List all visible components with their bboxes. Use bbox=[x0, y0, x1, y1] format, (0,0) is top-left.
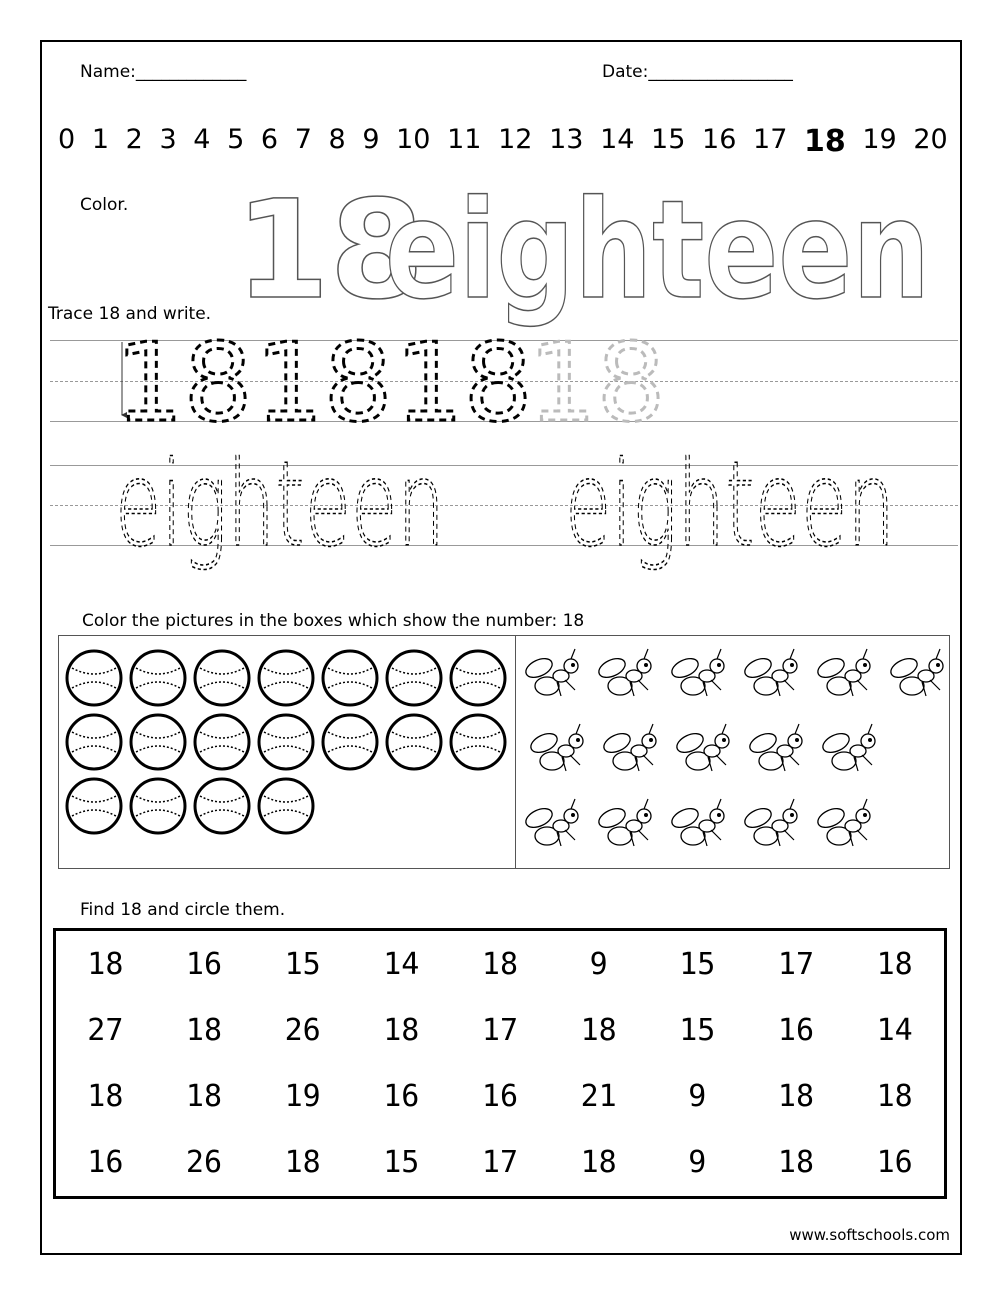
find-number-cell[interactable]: 15 bbox=[679, 946, 716, 982]
find-number-cell[interactable]: 21 bbox=[580, 1079, 617, 1115]
find-number-cell[interactable]: 26 bbox=[284, 1012, 321, 1048]
find-number-cell[interactable]: 18 bbox=[87, 946, 124, 982]
find-number-cell[interactable]: 18 bbox=[777, 1145, 815, 1181]
color-label: Color. bbox=[80, 195, 129, 215]
number-line-item: 9 bbox=[362, 124, 380, 155]
find-number-cell[interactable]: 26 bbox=[185, 1145, 223, 1181]
trace-words bbox=[100, 435, 920, 595]
number-line-item: 7 bbox=[294, 124, 312, 155]
number-line-item: 12 bbox=[498, 124, 533, 155]
find-number-cell[interactable]: 19 bbox=[284, 1079, 321, 1115]
find-number-cell[interactable]: 18 bbox=[185, 1079, 223, 1115]
find-number-cell[interactable]: 18 bbox=[383, 1012, 420, 1048]
bee-box[interactable] bbox=[516, 636, 948, 868]
baseball-icon bbox=[195, 715, 249, 769]
trace-number: 18 bbox=[395, 321, 533, 446]
baseball-icon bbox=[131, 779, 185, 833]
find-number-cell[interactable]: 18 bbox=[876, 946, 913, 982]
outline-word: eighteen bbox=[385, 172, 930, 330]
number-line-item: 2 bbox=[125, 124, 143, 155]
baseball-icon bbox=[195, 779, 249, 833]
find-number-cell[interactable]: 18 bbox=[580, 1145, 617, 1181]
find-number-cell[interactable]: 16 bbox=[185, 946, 223, 982]
bee-icon bbox=[601, 724, 656, 771]
find-number-cell[interactable]: 9 bbox=[688, 1145, 707, 1181]
find-number-cell[interactable]: 15 bbox=[383, 1145, 420, 1181]
number-line-item: 15 bbox=[651, 124, 686, 155]
bee-icon bbox=[523, 649, 578, 696]
bee-icon bbox=[820, 724, 875, 771]
number-line-item: 11 bbox=[447, 124, 482, 155]
find-number-cell[interactable]: 18 bbox=[284, 1145, 321, 1181]
bee-icon bbox=[596, 649, 651, 696]
outline-title bbox=[225, 172, 955, 330]
find-number-cell[interactable]: 9 bbox=[589, 946, 608, 982]
find-number-cell[interactable]: 14 bbox=[383, 946, 420, 982]
trace-number-faint: 18 bbox=[528, 321, 666, 446]
baseball-icon bbox=[451, 715, 505, 769]
find-number-cell[interactable]: 18 bbox=[481, 946, 519, 982]
number-line-item: 18 bbox=[804, 124, 846, 159]
number-line-item: 5 bbox=[227, 124, 245, 155]
find-number-cell[interactable]: 27 bbox=[87, 1012, 124, 1048]
find-number-cell[interactable]: 16 bbox=[383, 1079, 420, 1115]
outline-number: 18 bbox=[235, 172, 425, 330]
number-line-item: 19 bbox=[862, 124, 897, 155]
number-line-item: 0 bbox=[58, 124, 76, 155]
number-line bbox=[58, 124, 948, 159]
baseball-icon bbox=[259, 715, 313, 769]
baseball-icon bbox=[323, 651, 377, 705]
name-field[interactable]: Name:_____________ bbox=[80, 62, 247, 82]
baseball-icon bbox=[131, 715, 185, 769]
find-number-cell[interactable]: 17 bbox=[481, 1012, 519, 1048]
baseball-icon bbox=[259, 779, 313, 833]
find-number-cell[interactable]: 18 bbox=[87, 1079, 124, 1115]
number-line-item: 13 bbox=[549, 124, 584, 155]
find-label: Find 18 and circle them. bbox=[80, 900, 286, 920]
baseball-icon bbox=[131, 651, 185, 705]
bee-icon bbox=[669, 649, 724, 696]
bee-icon bbox=[742, 799, 797, 846]
number-line-item: 17 bbox=[753, 124, 788, 155]
baseball-icon bbox=[387, 651, 441, 705]
number-line-item: 4 bbox=[193, 124, 211, 155]
find-number-cell[interactable]: 14 bbox=[876, 1012, 913, 1048]
find-number-cell[interactable]: 16 bbox=[87, 1145, 124, 1181]
baseball-icon bbox=[387, 715, 441, 769]
number-line-item: 6 bbox=[260, 124, 279, 155]
bee-icon bbox=[742, 649, 797, 696]
number-line-item: 10 bbox=[396, 124, 431, 155]
baseball-box[interactable] bbox=[59, 636, 515, 868]
number-line-item: 20 bbox=[913, 124, 948, 155]
bee-icon bbox=[669, 799, 724, 846]
trace-word: eighteen bbox=[115, 435, 445, 573]
number-line-item: 16 bbox=[702, 124, 737, 155]
baseball-icon bbox=[67, 651, 121, 705]
number-line-item: 14 bbox=[600, 124, 635, 155]
number-line-item: 1 bbox=[91, 124, 109, 155]
find-number-cell[interactable]: 18 bbox=[185, 1012, 223, 1048]
find-number-cell[interactable]: 9 bbox=[688, 1079, 707, 1115]
find-number-cell[interactable]: 17 bbox=[777, 946, 815, 982]
bee-icon bbox=[674, 724, 729, 771]
baseball-icon bbox=[67, 779, 121, 833]
trace-number: 18 bbox=[115, 321, 253, 446]
trace-word: eighteen bbox=[565, 435, 895, 573]
trace-numbers bbox=[100, 321, 666, 446]
find-number-cell[interactable]: 16 bbox=[876, 1145, 913, 1181]
trace-label: Trace 18 and write. bbox=[48, 304, 212, 324]
picture-boxes bbox=[58, 635, 950, 869]
baseball-icon bbox=[67, 715, 121, 769]
find-number-cell[interactable]: 18 bbox=[876, 1079, 913, 1115]
bee-icon bbox=[888, 649, 943, 696]
find-number-cell[interactable]: 18 bbox=[580, 1012, 617, 1048]
find-number-cell[interactable]: 15 bbox=[284, 946, 321, 982]
find-number-cell[interactable]: 16 bbox=[481, 1079, 519, 1115]
bee-icon bbox=[523, 799, 578, 846]
baseball-icon bbox=[451, 651, 505, 705]
date-field[interactable]: Date:_________________ bbox=[602, 62, 793, 82]
trace-number: 18 bbox=[255, 321, 393, 446]
find-number-cell[interactable]: 15 bbox=[679, 1012, 716, 1048]
picture-label: Color the pictures in the boxes which show the number: 18 bbox=[82, 611, 585, 631]
find-number-cell[interactable]: 17 bbox=[481, 1145, 519, 1181]
number-line-item: 8 bbox=[328, 124, 346, 155]
find-number-grid bbox=[53, 928, 947, 1199]
find-number-cell[interactable]: 16 bbox=[777, 1012, 815, 1048]
baseball-icon bbox=[259, 651, 313, 705]
bee-icon bbox=[815, 799, 870, 846]
baseball-icon bbox=[195, 651, 249, 705]
find-number-cell[interactable]: 18 bbox=[777, 1079, 815, 1115]
website-footer: www.softschools.com bbox=[789, 1226, 950, 1244]
bee-icon bbox=[528, 724, 583, 771]
number-line-item: 3 bbox=[159, 124, 177, 155]
bee-icon bbox=[747, 724, 802, 771]
bee-icon bbox=[815, 649, 870, 696]
bee-icon bbox=[596, 799, 651, 846]
baseball-icon bbox=[323, 715, 377, 769]
